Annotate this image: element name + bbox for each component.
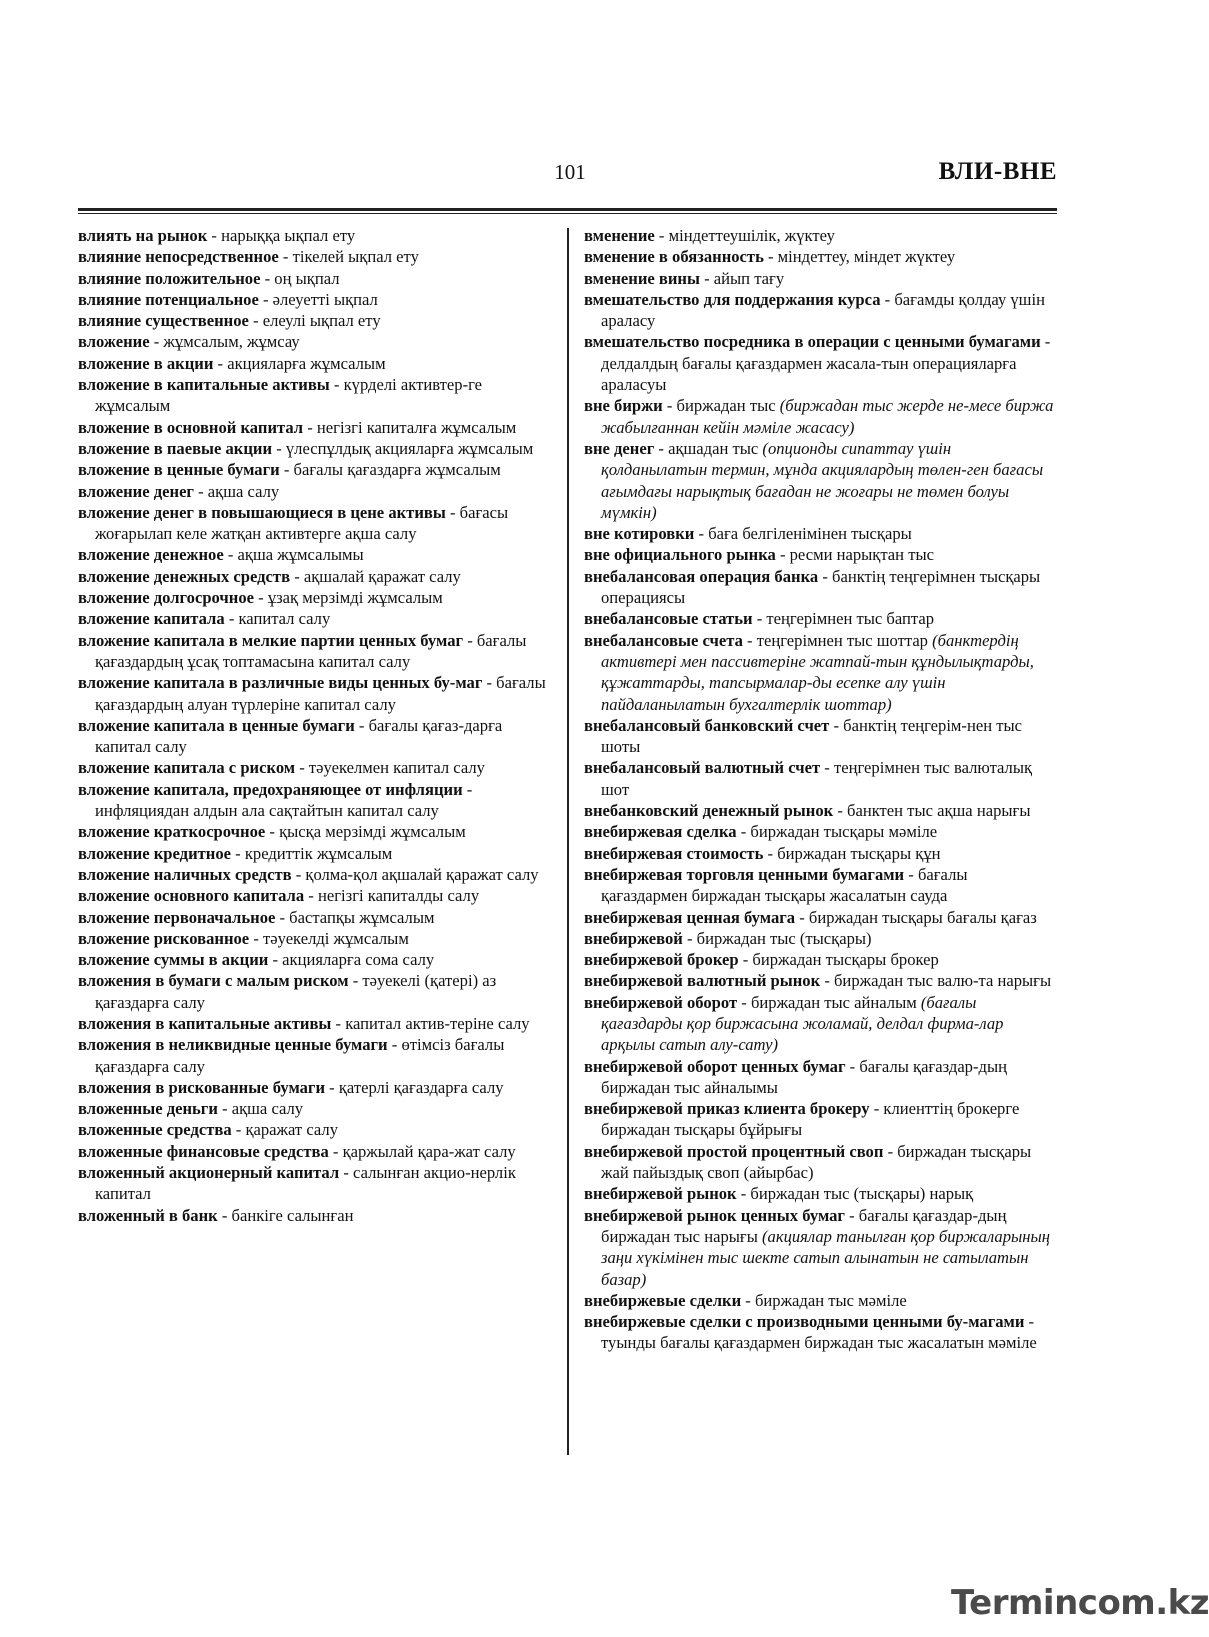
entry-definition: - жұмсалым, жұмсау — [149, 332, 300, 352]
entry-definition: - қысқа мерзімді жұмсалым — [265, 822, 466, 842]
dictionary-entry — [78, 885, 550, 906]
entry-term: внебалансовая операция банка — [584, 566, 819, 586]
entry-term: внебалансовые статьи — [584, 609, 753, 629]
dictionary-entry — [78, 1013, 550, 1034]
entry-definition: - кредиттік жұмсалым — [231, 843, 393, 863]
left-column — [78, 225, 550, 1226]
entry-definition: - нарыққа ықпал ету — [207, 226, 356, 245]
entry-term: вложенные финансовые средства — [78, 1141, 329, 1161]
entry-definition: - биржадан тысқары брокер — [738, 950, 939, 970]
entry-term: внебиржевой оборот ценных бумаг — [584, 1056, 846, 1076]
entry-term: вложение денежное — [78, 545, 224, 565]
entry-definition: - күрделі активтер-ге жұмсалым — [95, 375, 483, 416]
entry-term: вложение денег — [78, 481, 194, 501]
entry-definition: - оң ықпал — [260, 268, 340, 288]
header-rule — [78, 208, 1057, 211]
dictionary-entry — [584, 608, 1056, 629]
dictionary-entry — [584, 1141, 1056, 1184]
entry-term: внебиржевой простой процентный своп — [584, 1141, 884, 1161]
entry-term: внебиржевой приказ клиента брокеру — [584, 1099, 870, 1119]
entry-definition: - биржадан тысқары мәміле — [736, 822, 938, 842]
entry-definition: - делдалдың бағалы қағаздармен жасала-тын операцияларға араласуы — [601, 332, 1051, 395]
entry-term: влияние существенное — [78, 311, 249, 331]
entry-term: внебиржевой рынок ценных бумаг — [584, 1205, 845, 1225]
entry-definition: - банкіге салынған — [217, 1205, 354, 1225]
dictionary-entry — [584, 1205, 1056, 1290]
entry-term: влиять на рынок — [78, 226, 208, 245]
entry-definition: - акцияларға сома салу — [268, 950, 435, 970]
entry-term: вложения в рискованные бумаги — [78, 1077, 326, 1097]
dictionary-entry — [78, 331, 550, 352]
dictionary-entry — [78, 353, 550, 374]
entry-definition: - бағалы қағаздармен биржадан тысқары жасалатын сауда — [601, 864, 968, 906]
entry-definition: - банктің теңгерім-нен тыс шоты — [601, 715, 1022, 757]
dictionary-entry — [584, 1183, 1056, 1204]
entry-term: внебиржевая сделка — [584, 822, 737, 842]
entry-term: вложение капитала с риском — [78, 758, 296, 778]
dictionary-entry — [78, 1162, 550, 1205]
entry-definition: - әлеуетті ықпал — [258, 289, 378, 309]
entry-term: вложение капитала в мелкие партии ценных бумаг — [78, 630, 464, 650]
entry-definition: - ресми нарықтан тыс — [775, 545, 934, 565]
entry-term: вложение первоначальное — [78, 907, 276, 927]
entry-term: вложение долгосрочное — [78, 588, 254, 608]
dictionary-entry — [584, 1056, 1056, 1099]
dictionary-entry — [78, 289, 550, 310]
entry-term: вложение капитала — [78, 609, 225, 629]
entry-term: внебалансовые счета — [584, 630, 743, 650]
entry-term: вне денег — [584, 438, 655, 458]
entry-definition: - бағалы қағаз-дарға капитал салу — [95, 715, 503, 757]
entry-term: вложение в паевые акции — [78, 438, 273, 458]
entry-definition: - теңгерімнен тыс валюталық шот — [601, 758, 1033, 799]
entry-definition: - банктің теңгерімнен тысқары операциясы — [601, 566, 1041, 608]
entry-term: внебиржевой оборот — [584, 992, 738, 1012]
dictionary-entry — [584, 821, 1056, 842]
entry-definition: - туынды бағалы қағаздармен биржадан тыс жасалатын мәміле — [601, 1312, 1037, 1353]
entry-definition: - тәуекелді жұмсалым — [249, 928, 409, 948]
entry-term: вложение в ценные бумаги — [78, 460, 280, 480]
entry-term: вложения в капитальные активы — [78, 1013, 332, 1033]
entry-definition: - ақша салу — [217, 1099, 304, 1119]
dictionary-entry — [78, 630, 550, 673]
dictionary-entry — [78, 587, 550, 608]
dictionary-entry — [78, 374, 550, 417]
dictionary-entry — [78, 1098, 550, 1119]
entry-definition: - биржадан тысқары бағалы қағаз — [795, 907, 1037, 927]
dictionary-entry — [584, 1290, 1056, 1311]
entry-definition: - өтімсіз бағалы қағаздарға салу — [95, 1035, 505, 1076]
entry-definition: - клиенттің брокерге биржадан тысқары бұйрығы — [601, 1099, 1020, 1140]
entry-definition: - айып тағу — [699, 268, 785, 288]
dictionary-entry — [584, 630, 1056, 715]
entry-note: (акциялар танылған қор биржаларының заңи хүкімінен тыс шекте сатып алынатын не сатылатын базар) — [601, 1226, 1050, 1289]
entry-definition: - инфляциядан алдын ала сақтайтын капитал салу — [95, 779, 473, 821]
column-divider — [567, 228, 569, 1455]
entry-definition: - биржадан тыс валю-та нарығы — [820, 971, 1052, 991]
termincom-logo — [945, 1577, 1209, 1625]
dictionary-entry — [78, 310, 550, 331]
entry-definition: - тәуекелмен капитал салу — [295, 758, 485, 778]
entry-definition: - қолма-қол ақшалай қаражат салу — [291, 864, 539, 884]
entry-term: вложение в капитальные активы — [78, 375, 330, 395]
entry-term: влияние потенциальное — [78, 289, 259, 309]
section-title: ВЛИ-ВНЕ — [938, 158, 1057, 185]
dictionary-entry — [78, 438, 550, 459]
dictionary-entry — [584, 1311, 1056, 1354]
entry-definition: - елеулі ықпал ету — [248, 311, 381, 331]
entry-term: внебалансовый банковский счет — [584, 715, 830, 735]
dictionary-entry — [584, 566, 1056, 609]
dictionary-entry — [78, 672, 550, 715]
entry-term: влияние положительное — [78, 268, 261, 288]
entry-note: (опционды сипаттау үшін қолданылатын термин, мұнда акциялардың төлен-ген бағасы ағымдағы нарықтық бағадан не жоғары не төмен болуы мүмкін) — [601, 438, 1044, 522]
entry-definition: - акцияларға жұмсалым — [213, 353, 386, 373]
dictionary-entry — [584, 864, 1056, 907]
entry-term: вложение в основной капитал — [78, 417, 304, 437]
dictionary-entry — [78, 843, 550, 864]
entry-term: вложение денежных средств — [78, 566, 291, 586]
entry-definition: - бағалы қағаздарға жұмсалым — [279, 460, 501, 480]
entry-term: внебиржевой брокер — [584, 950, 739, 970]
entry-definition: - биржадан тыс (тысқары) нарық — [736, 1184, 974, 1204]
entry-term: вложение капитала, предохраняющее от инфляции — [78, 779, 463, 799]
dictionary-entry — [78, 481, 550, 502]
dictionary-entry — [78, 566, 550, 587]
entry-term: вложения в бумаги с малым риском — [78, 971, 349, 991]
entry-definition: - бағалы қағаздар-дың биржадан тыс айналымы — [601, 1056, 1007, 1097]
dictionary-entry — [78, 1141, 550, 1162]
dictionary-entry — [584, 544, 1056, 565]
logo-tld: .kz — [1155, 1583, 1209, 1623]
entry-term: вложения в неликвидные ценные бумаги — [78, 1035, 388, 1055]
entry-note: (биржадан тыс жерде не-месе биржа жабылғаннан кейін мәміле жасасу) — [601, 396, 1054, 437]
entry-note: (банктердің активтері мен пассивтеріне жатпай-тын құндылықтарды, құжаттарды, тапсырмалар-ды есепке алу үшін пайдаланылатын бухгалтерлік шоттар) — [601, 630, 1034, 714]
entry-definition: - негізгі капиталға жұмсалым — [303, 417, 517, 437]
entry-definition: - салынған акцио-нерлік капитал — [95, 1163, 516, 1204]
page-number: 101 — [554, 160, 586, 184]
entry-term: внебиржевая ценная бумага — [584, 907, 796, 927]
entry-definition: - ақша салу — [193, 481, 280, 501]
entry-definition: - капитал актив-теріне салу — [331, 1013, 530, 1033]
entry-definition: - теңгерімнен тыс шоттар — [742, 630, 933, 650]
entry-definition: - үлеспұлдық акцияларға жұмсалым — [272, 438, 534, 458]
dictionary-entry — [78, 779, 550, 822]
entry-term: вложение основного капитала — [78, 886, 305, 906]
dictionary-entry — [584, 438, 1056, 523]
entry-definition: - биржадан тыс айналым — [737, 992, 921, 1012]
entry-term: вложение капитала в различные виды ценных бу-маг — [78, 673, 483, 693]
dictionary-entry — [584, 949, 1056, 970]
dictionary-entry — [78, 268, 550, 289]
entry-term: вложение капитала в ценные бумаги — [78, 715, 355, 735]
entry-definition: - биржадан тыс мәміле — [741, 1290, 907, 1310]
entry-term: вложение наличных средств — [78, 864, 292, 884]
entry-term: вложенные средства — [78, 1120, 232, 1140]
entry-term: вложение рискованное — [78, 928, 250, 948]
dictionary-entry — [78, 928, 550, 949]
entry-term: внебиржевой валютный рынок — [584, 971, 821, 991]
entry-definition: - міндеттеушілік, жүктеу — [654, 226, 835, 245]
entry-term: внебиржевые сделки — [584, 1290, 742, 1310]
entry-term: внебанковский денежный рынок — [584, 801, 834, 821]
entry-term: внебиржевые сделки с производными ценными бу-магами — [584, 1312, 1025, 1332]
entry-term: вмешательство посредника в операции с ценными бумагами — [584, 332, 1041, 352]
entry-definition: - биржадан тысқары жай пайыздық своп (айырбас) — [601, 1141, 1032, 1183]
dictionary-entry — [78, 544, 550, 565]
entry-definition: - ақшалай қаражат салу — [290, 566, 461, 586]
entry-term: вложение в акции — [78, 353, 214, 373]
dictionary-entry — [78, 757, 550, 778]
entry-term: вменение — [584, 226, 655, 245]
dictionary-entry — [78, 907, 550, 928]
dictionary-entry — [78, 246, 550, 267]
entry-term: вложенный в банк — [78, 1205, 218, 1225]
dictionary-entry — [78, 225, 550, 246]
entry-definition: - ақша жұмсалымы — [223, 545, 364, 565]
entry-term: вложение суммы в акции — [78, 950, 269, 970]
entry-term: вложенные деньги — [78, 1099, 218, 1119]
entry-definition: - бағалы қағаздардың алуан түрлеріне капитал салу — [95, 673, 546, 714]
dictionary-entry — [584, 268, 1056, 289]
dictionary-entry — [78, 417, 550, 438]
dictionary-entry — [78, 1205, 550, 1226]
entry-note: (бағалы қағаздарды қор биржасына жоламай, делдал фирма-лар арқылы сатып алу-сату) — [601, 992, 1004, 1055]
entry-definition: - қаражат салу — [231, 1120, 338, 1140]
dictionary-entry — [584, 928, 1056, 949]
entry-definition: - биржадан тыс — [662, 396, 780, 416]
entry-term: внебалансовый валютный счет — [584, 758, 821, 778]
dictionary-entry — [78, 608, 550, 629]
entry-term: внебиржевая торговля ценными бумагами — [584, 864, 905, 884]
dictionary-entry — [78, 459, 550, 480]
dictionary-entry — [584, 970, 1056, 991]
dictionary-entry — [584, 289, 1056, 332]
entry-definition: - ақшадан тыс — [654, 438, 763, 458]
entry-definition: - капитал салу — [224, 609, 331, 629]
entry-definition: - биржадан тыс (тысқары) — [682, 928, 872, 948]
dictionary-entry — [78, 970, 550, 1013]
entry-definition: - тікелей ықпал ету — [278, 247, 419, 267]
dictionary-entry — [78, 1119, 550, 1140]
dictionary-entry — [78, 1077, 550, 1098]
dictionary-entry — [584, 992, 1056, 1056]
entry-definition: - ұзақ мерзімді жұмсалым — [254, 588, 443, 608]
entry-term: внебиржевой рынок — [584, 1184, 737, 1204]
logo-brand: Termincom — [951, 1583, 1156, 1623]
entry-term: внебиржевая стоимость — [584, 843, 764, 863]
dictionary-entry — [584, 843, 1056, 864]
entry-definition: - банктен тыс ақша нарығы — [833, 801, 1031, 821]
entry-term: вложение — [78, 332, 150, 352]
dictionary-entry — [584, 246, 1056, 267]
dictionary-entry — [584, 715, 1056, 758]
dictionary-entry — [584, 523, 1056, 544]
dictionary-entry — [584, 1098, 1056, 1141]
entry-term: влияние непосредственное — [78, 247, 279, 267]
dictionary-entry — [584, 800, 1056, 821]
entry-term: вменение в обязанность — [584, 247, 764, 267]
entry-definition: - бағасы жоғарылап келе жатқан активтерге ақша салу — [95, 502, 509, 544]
entry-term: вложенный акционерный капитал — [78, 1163, 340, 1183]
entry-definition: - бағалы қағаздар-дың биржадан тыс нарығы — [601, 1205, 1007, 1246]
entry-definition: - бастапқы жұмсалым — [275, 907, 435, 927]
dictionary-entry — [584, 395, 1056, 438]
dictionary-entry — [584, 225, 1056, 246]
entry-definition: - теңгерімнен тыс баптар — [752, 609, 935, 629]
header-rule-thin — [78, 213, 1057, 214]
entry-definition: - қатерлі қағаздарға салу — [325, 1077, 504, 1097]
dictionary-entry — [78, 821, 550, 842]
dictionary-entry — [78, 949, 550, 970]
entry-definition: - баға белгіленімінен тысқары — [694, 524, 912, 544]
entry-term: вменение вины — [584, 268, 700, 288]
dictionary-entry — [78, 715, 550, 758]
entry-definition: - тәуекелі (қатері) аз қағаздарға салу — [95, 971, 497, 1012]
dictionary-entry — [584, 331, 1056, 395]
entry-definition: - биржадан тысқары құн — [763, 843, 941, 863]
entry-definition: - бағалы қағаздардың ұсақ топтамасына капитал салу — [95, 630, 527, 671]
dictionary-entry — [78, 1034, 550, 1077]
dictionary-entry — [584, 907, 1056, 928]
entry-definition: - міндеттеу, міндет жүктеу — [763, 247, 956, 267]
entry-term: вне биржи — [584, 396, 663, 416]
entry-term: вмешательство для поддержания курса — [584, 289, 881, 309]
entry-term: вложение краткосрочное — [78, 822, 266, 842]
entry-term: вложение денег в повышающиеся в цене активы — [78, 502, 446, 522]
entry-definition: - қаржылай қара-жат салу — [328, 1141, 516, 1161]
right-column — [584, 225, 1056, 1354]
entry-term: вне официального рынка — [584, 545, 776, 565]
entry-term: вложение кредитное — [78, 843, 232, 863]
dictionary-entry — [78, 502, 550, 545]
dictionary-entry — [584, 757, 1056, 800]
entry-term: вне котировки — [584, 524, 695, 544]
entry-definition: - бағамды қолдау үшін араласу — [601, 289, 1045, 331]
entry-definition: - негізгі капиталды салу — [304, 886, 480, 906]
entry-term: внебиржевой — [584, 928, 683, 948]
dictionary-entry — [78, 864, 550, 885]
